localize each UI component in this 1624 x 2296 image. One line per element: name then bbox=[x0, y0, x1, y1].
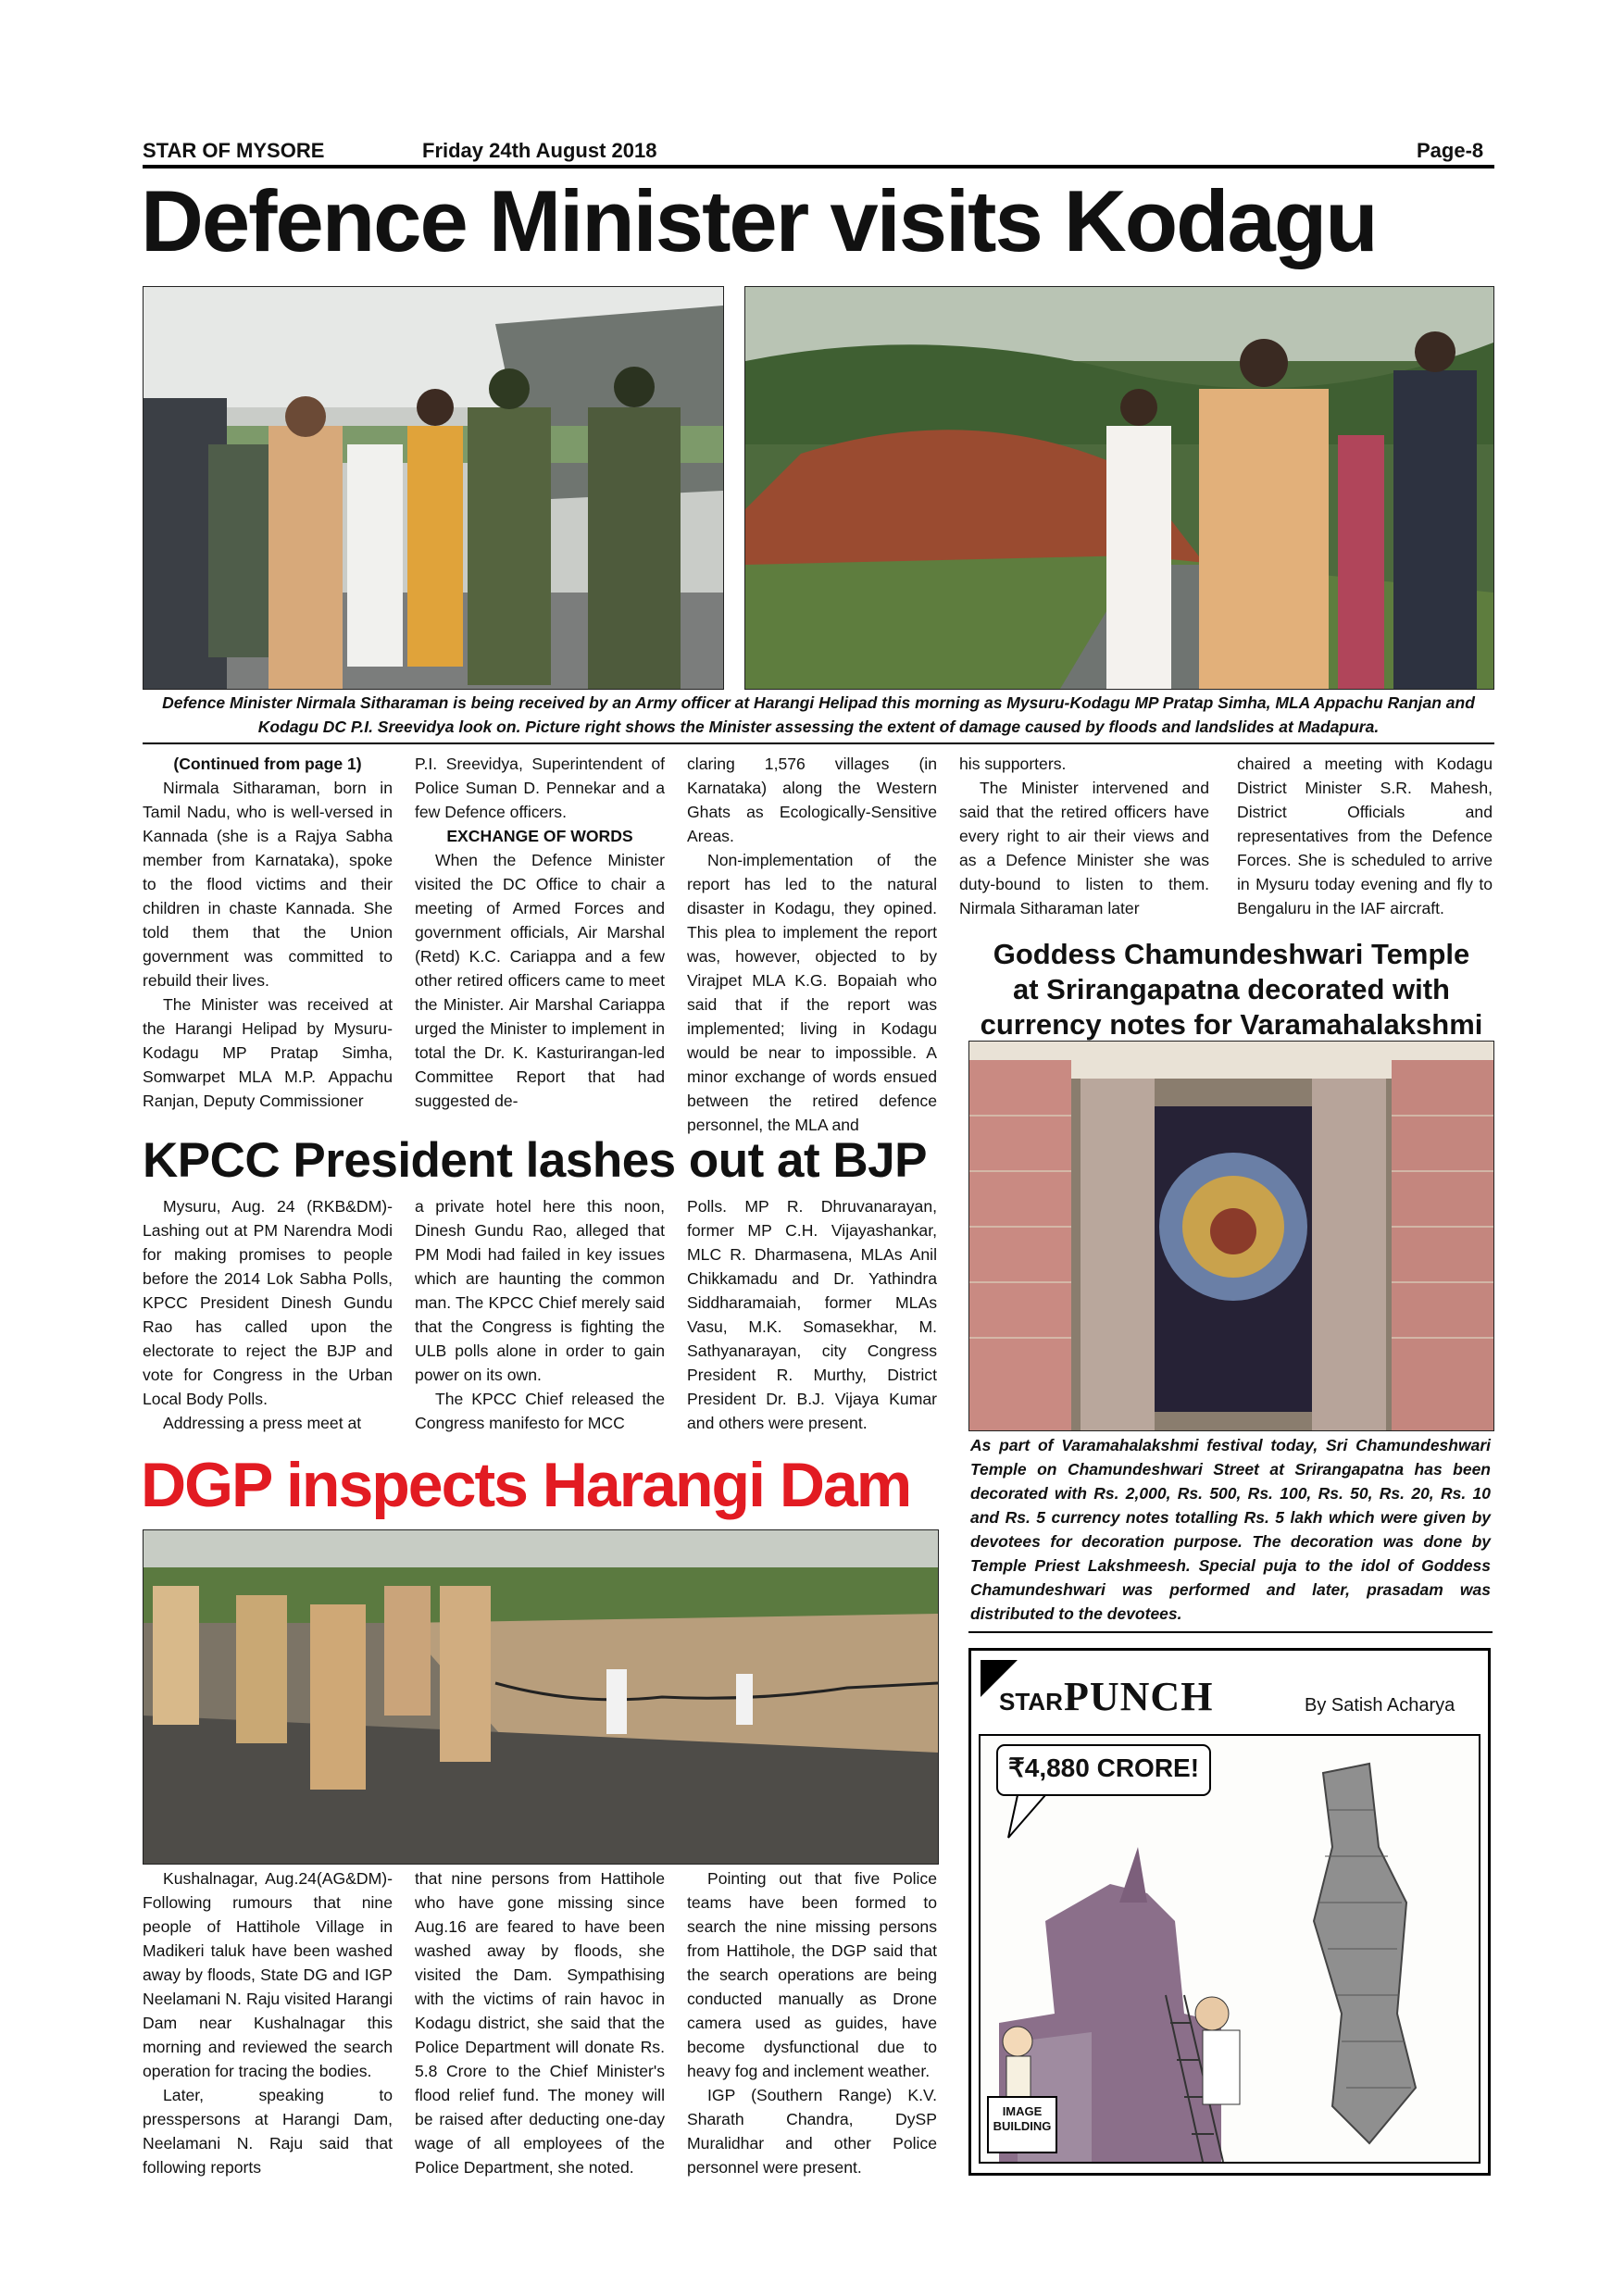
story2-col-3 bbox=[687, 1194, 937, 1435]
paper-name: STAR OF MYSORE bbox=[143, 139, 325, 162]
temple-rule bbox=[968, 1631, 1493, 1633]
story1-headline: Defence Minister visits Kodagu bbox=[141, 172, 1377, 269]
paragraph: When the Defence Minister visited the DC Office to chair a meeting of Armed Forces and government officials, Air Marshal (Retd) K.C. Cariappa and a few other retired officers came to meet the Minister. Air Marshal Cariappa urged the Minister to implement in total the Dr. K. Kasturirangan-led Committee Report that had suggested de- bbox=[415, 851, 665, 1110]
paragraph: Non-implementation of the report has led to the natural disaster in Kodagu, they opined. This plea to implement the report was, however, objected to by Virajpet MLA K.G. Bopaiah who said that if the report was implemented; living in Kodagu would be near to impossible. A minor exchange of words ensued between the retired defence personnel, the MLA and bbox=[687, 851, 937, 1134]
story1-col-4 bbox=[959, 752, 1209, 920]
paragraph: Kushalnagar, Aug.24(AG&DM)- Following rumours that nine people of Hattihole Village in Madikeri taluk have been washed away by floods, State DG and IGP Neelamani N. Raju visited Harangi Dam near Kushalnagar this morning and reviewed the search operation for tracing the bodies. bbox=[143, 1869, 393, 2080]
story2-col-1 bbox=[143, 1194, 393, 1435]
paragraph: P.I. Sreevidya, Superintendent of Police Suman D. Pennekar and a few Defence officers. bbox=[415, 755, 665, 821]
story1-col-2 bbox=[415, 752, 665, 1113]
paragraph: Addressing a press meet at bbox=[163, 1414, 362, 1432]
cartoon-box bbox=[968, 1648, 1491, 2176]
punch-label: PUNCH bbox=[1064, 1674, 1214, 1719]
story1-col-1 bbox=[143, 752, 393, 1113]
paragraph: that nine persons from Hattihole who have gone missing since Aug.16 are feared to have been washed away by floods, she visited the Dam. Sympathising with the victims of rain havoc in Kodagu district, she said that the Police Department will donate Rs. 5.8 Crore to the Chief Minister's flood relief fund. The money will be raised after deducting one-day wage of all employees of the Police Department, she noted. bbox=[415, 1869, 665, 2177]
caption-rule bbox=[143, 742, 1494, 744]
helipad-photo bbox=[143, 286, 724, 690]
paragraph: chaired a meeting with Kodagu District Minister S.R. Mahesh, District Officials and representatives from the Defence Forces. She is scheduled to arrive in Mysuru today evening and fly to Bengaluru in the IAF aircraft. bbox=[1237, 755, 1493, 917]
story2-col-2 bbox=[415, 1194, 665, 1435]
issue-date: Friday 24th August 2018 bbox=[422, 139, 657, 162]
story4-headline bbox=[963, 937, 1500, 1042]
story3-headline: DGP inspects Harangi Dam bbox=[141, 1450, 911, 1520]
story1-caption: Defence Minister Nirmala Sitharaman is being received by an Army officer at Harangi Helipad this morning as Mysuru-Kodagu MP Pratap Simha, MLA Appachu Ranjan and Kodagu DC P.I. Sreevidya look on. Picture right shows the Minister assessing the extent of damage caused by floods and landslides at Madapura. bbox=[162, 693, 1475, 736]
paragraph: Mysuru, Aug. 24 (RKB&DM)- Lashing out at PM Narendra Modi for making promises to people before the 2014 Lok Sabha Polls, KPCC President Dinesh Gundu Rao has called upon the electorate to reject the BJP and vote for Congress in the Urban Local Body Polls. bbox=[143, 1197, 393, 1408]
cartoon-byline: By Satish Acharya bbox=[1305, 1695, 1455, 1716]
story4-caption: As part of Varamahalakshmi festival today, Sri Chamundeshwari Temple on Chamundeshwari Street at Srirangapatna has been decorated with Rs. 2,000, Rs. 500, Rs. 100, Rs. 50, Rs. 20, Rs. 10 and Rs. 5 currency notes totalling Rs. 5 lakh which were given by devotees for decoration purpose. The decoration was done by Temple Priest Lakshmeesh. Special puja to the idol of Goddess Chamundeshwari was performed and later, prasadam was distributed to the devotees. bbox=[970, 1436, 1491, 1623]
temple-photo bbox=[968, 1041, 1494, 1431]
header-rule bbox=[143, 165, 1494, 168]
paragraph: a private hotel here this noon, Dinesh Gundu Rao, alleged that PM Modi had failed in key issues which are haunting the common man. The KPCC Chief merely said that the Congress is fighting the ULB polls alone in order to gain power on its own. bbox=[415, 1197, 665, 1384]
paragraph: claring 1,576 villages (in Karnataka) along the Western Ghats as Ecologically-Sensitive Areas. bbox=[687, 755, 937, 845]
paragraph: Pointing out that five Police teams have been formed to search the nine missing persons from Hattihole, the DGP said that the search operations are being conducted manually as Drone camera used as guides, have become dysfunctional due to heavy fog and inclement weather. bbox=[687, 1869, 937, 2080]
paragraph: The Minister was received at the Harangi Helipad by Mysuru-Kodagu MP Pratap Simha, Somwarpet MLA M.P. Appachu Ranjan, Deputy Commissioner bbox=[143, 995, 393, 1110]
paragraph: Later, speaking to presspersons at Harangi Dam, Neelamani N. Raju said that following reports bbox=[143, 2086, 393, 2177]
landslide-photo bbox=[744, 286, 1494, 690]
star-label: STAR bbox=[999, 1688, 1063, 1716]
headline-line: currency notes for Varamahalakshmi bbox=[980, 1008, 1483, 1041]
speech-bubble-text: ₹4,880 CRORE! bbox=[1007, 1753, 1200, 1782]
story3-col-3 bbox=[687, 1866, 937, 2179]
headline-line: Goddess Chamundeshwari Temple bbox=[993, 938, 1470, 970]
story1-col-5 bbox=[1237, 752, 1493, 920]
paragraph: Nirmala Sitharaman, born in Tamil Nadu, who is well-versed in Kannada (she is a Rajya Sabha member from Karnataka), spoke to the flood victims and their children in chaste Kannada. She told them that the Union government was committed to rebuild their lives. bbox=[143, 779, 393, 990]
paragraph: IGP (Southern Range) K.V. Sharath Chandra, DySP Muralidhar and other Police personnel were present. bbox=[687, 2086, 937, 2177]
story2-headline: KPCC President lashes out at BJP bbox=[143, 1133, 927, 1188]
paragraph: his supporters. bbox=[959, 755, 1067, 773]
cartoon-panel bbox=[979, 1734, 1480, 2164]
dam-photo bbox=[143, 1529, 939, 1865]
paragraph: Polls. MP R. Dhruvanarayan, former MP C.H. Vijayashankar, MLC R. Dharmasena, MLAs Anil Chikkamadu and Dr. Yathindra Siddharamaiah, former MLAs Vasu, M.K. Somasekhar, M. Sathyanarayan, city Congress President R. Murthy, District President Dr. B.J. Vijaya Kumar and others were present. bbox=[687, 1197, 937, 1432]
story1-col-3 bbox=[687, 752, 937, 1137]
subheading: EXCHANGE OF WORDS bbox=[446, 827, 633, 845]
image-building-sign: IMAGE BUILDING bbox=[993, 2104, 1052, 2133]
paragraph: The KPCC Chief released the Congress manifesto for MCC bbox=[415, 1390, 665, 1432]
story3-col-1 bbox=[143, 1866, 393, 2179]
paragraph: (Continued from page 1) bbox=[173, 755, 362, 773]
paragraph: The Minister intervened and said that the retired officers have every right to air their views and as a Defence Minister she was duty-bound to listen to them. Nirmala Sitharaman later bbox=[959, 779, 1209, 917]
page-number: Page-8 bbox=[1417, 139, 1484, 162]
story3-col-2 bbox=[415, 1866, 665, 2179]
headline-line: at Srirangapatna decorated with bbox=[1013, 973, 1450, 1005]
